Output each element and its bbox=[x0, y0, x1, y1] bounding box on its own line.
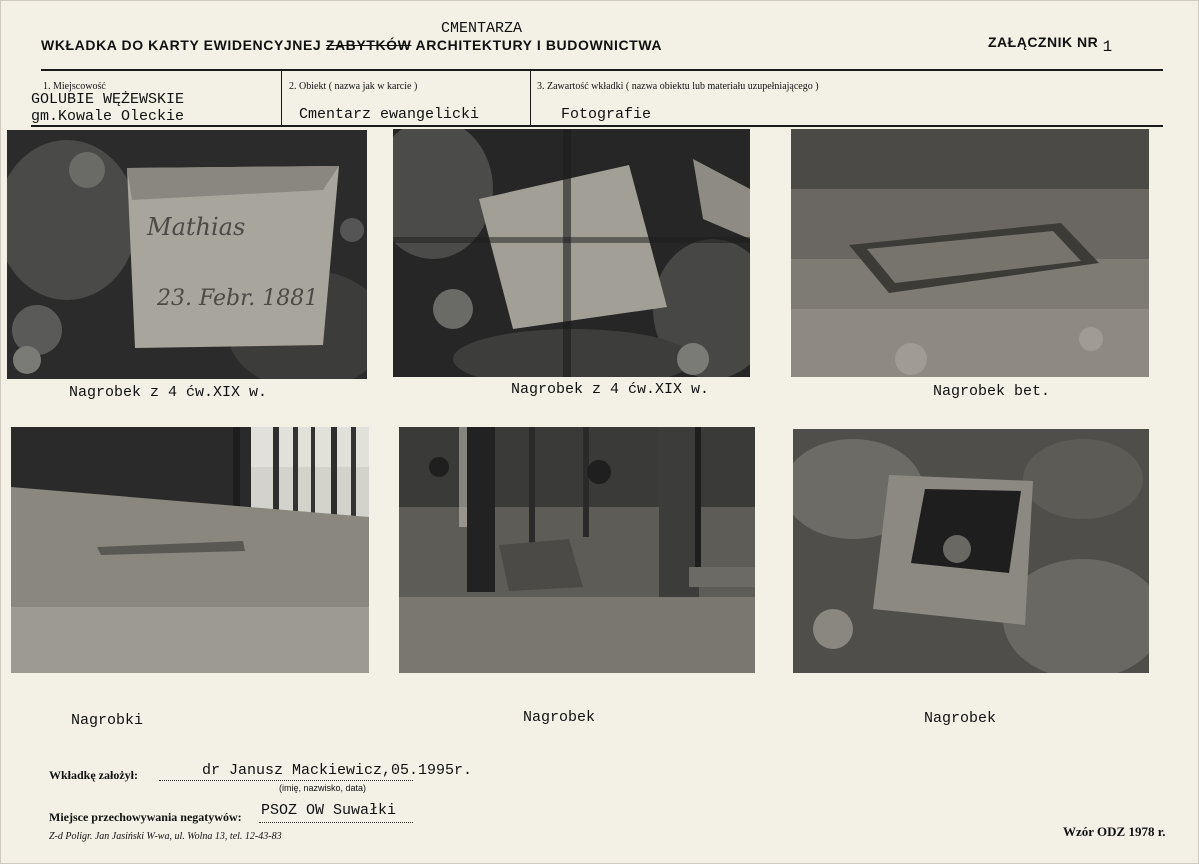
attachment-number bbox=[988, 34, 1113, 56]
photo-4 bbox=[11, 427, 369, 673]
photo-3 bbox=[791, 129, 1149, 377]
storage-value: PSOZ OW Suwałki bbox=[261, 802, 397, 819]
contents-value: Fotografie bbox=[561, 106, 652, 123]
photo-6-caption: Nagrobek bbox=[924, 710, 997, 727]
form-title bbox=[41, 37, 662, 53]
printer-imprint: Z-d Poligr. Jan Jasiński W-wa, ul. Wolna 13, tel. 12-43-83 bbox=[49, 831, 282, 842]
overtyped-word: CMENTARZA bbox=[441, 20, 523, 37]
place-value-1: GOLUBIE WĘŻEWSKIE bbox=[31, 91, 185, 108]
object-label: 2. Obiekt ( nazwa jak w karcie ) bbox=[289, 81, 418, 92]
field-divider-2 bbox=[530, 71, 531, 125]
photo-1 bbox=[7, 130, 367, 379]
attachment-label: ZAŁĄCZNIK NR bbox=[988, 34, 1099, 50]
author-dotted-line bbox=[159, 780, 413, 781]
photo-6 bbox=[793, 429, 1149, 673]
storage-label: Miejsce przechowywania negatywów: bbox=[49, 810, 242, 824]
photo-1-caption: Nagrobek z 4 ćw.XIX w. bbox=[69, 384, 268, 401]
author-hint: (imię, nazwisko, data) bbox=[279, 783, 367, 793]
storage-dotted-line bbox=[259, 822, 413, 823]
photo-2-caption: Nagrobek z 4 ćw.XIX w. bbox=[511, 381, 710, 398]
photo-2 bbox=[393, 129, 750, 377]
place-value-2: gm.Kowale Oleckie bbox=[31, 108, 185, 125]
object-value: Cmentarz ewangelicki bbox=[299, 106, 480, 123]
field-divider-1 bbox=[281, 71, 282, 125]
contents-label: 3. Zawartość wkładki ( nazwa obiektu lub materiału uzupełniającego ) bbox=[537, 81, 819, 92]
stone-inscription-1: Mathias bbox=[147, 213, 246, 241]
rule-bottom bbox=[31, 125, 1163, 127]
place-label: 1. Miejscowość bbox=[43, 81, 106, 92]
photo-3-caption: Nagrobek bet. bbox=[933, 383, 1051, 400]
photo-5 bbox=[399, 427, 755, 673]
title-mid: ARCHITEKTURY I BUDOWNICTWA bbox=[415, 37, 663, 53]
stone-inscription-2: 23. Febr. 1881 bbox=[157, 286, 319, 311]
author-value: dr Janusz Mackiewicz,05.1995r. bbox=[202, 762, 473, 779]
photo-4-caption: Nagrobki bbox=[71, 712, 144, 729]
form-id: Wzór ODZ 1978 r. bbox=[1063, 824, 1166, 839]
author-label: Wkładkę założył: bbox=[49, 768, 138, 782]
photo-5-caption: Nagrobek bbox=[523, 709, 596, 726]
attachment-value: 1 bbox=[1102, 38, 1113, 56]
title-struck-word: ZABYTKÓW bbox=[325, 37, 412, 53]
rule-top bbox=[41, 69, 1163, 71]
title-left: WKŁADKA DO KARTY EWIDENCYJNEJ bbox=[41, 37, 322, 53]
